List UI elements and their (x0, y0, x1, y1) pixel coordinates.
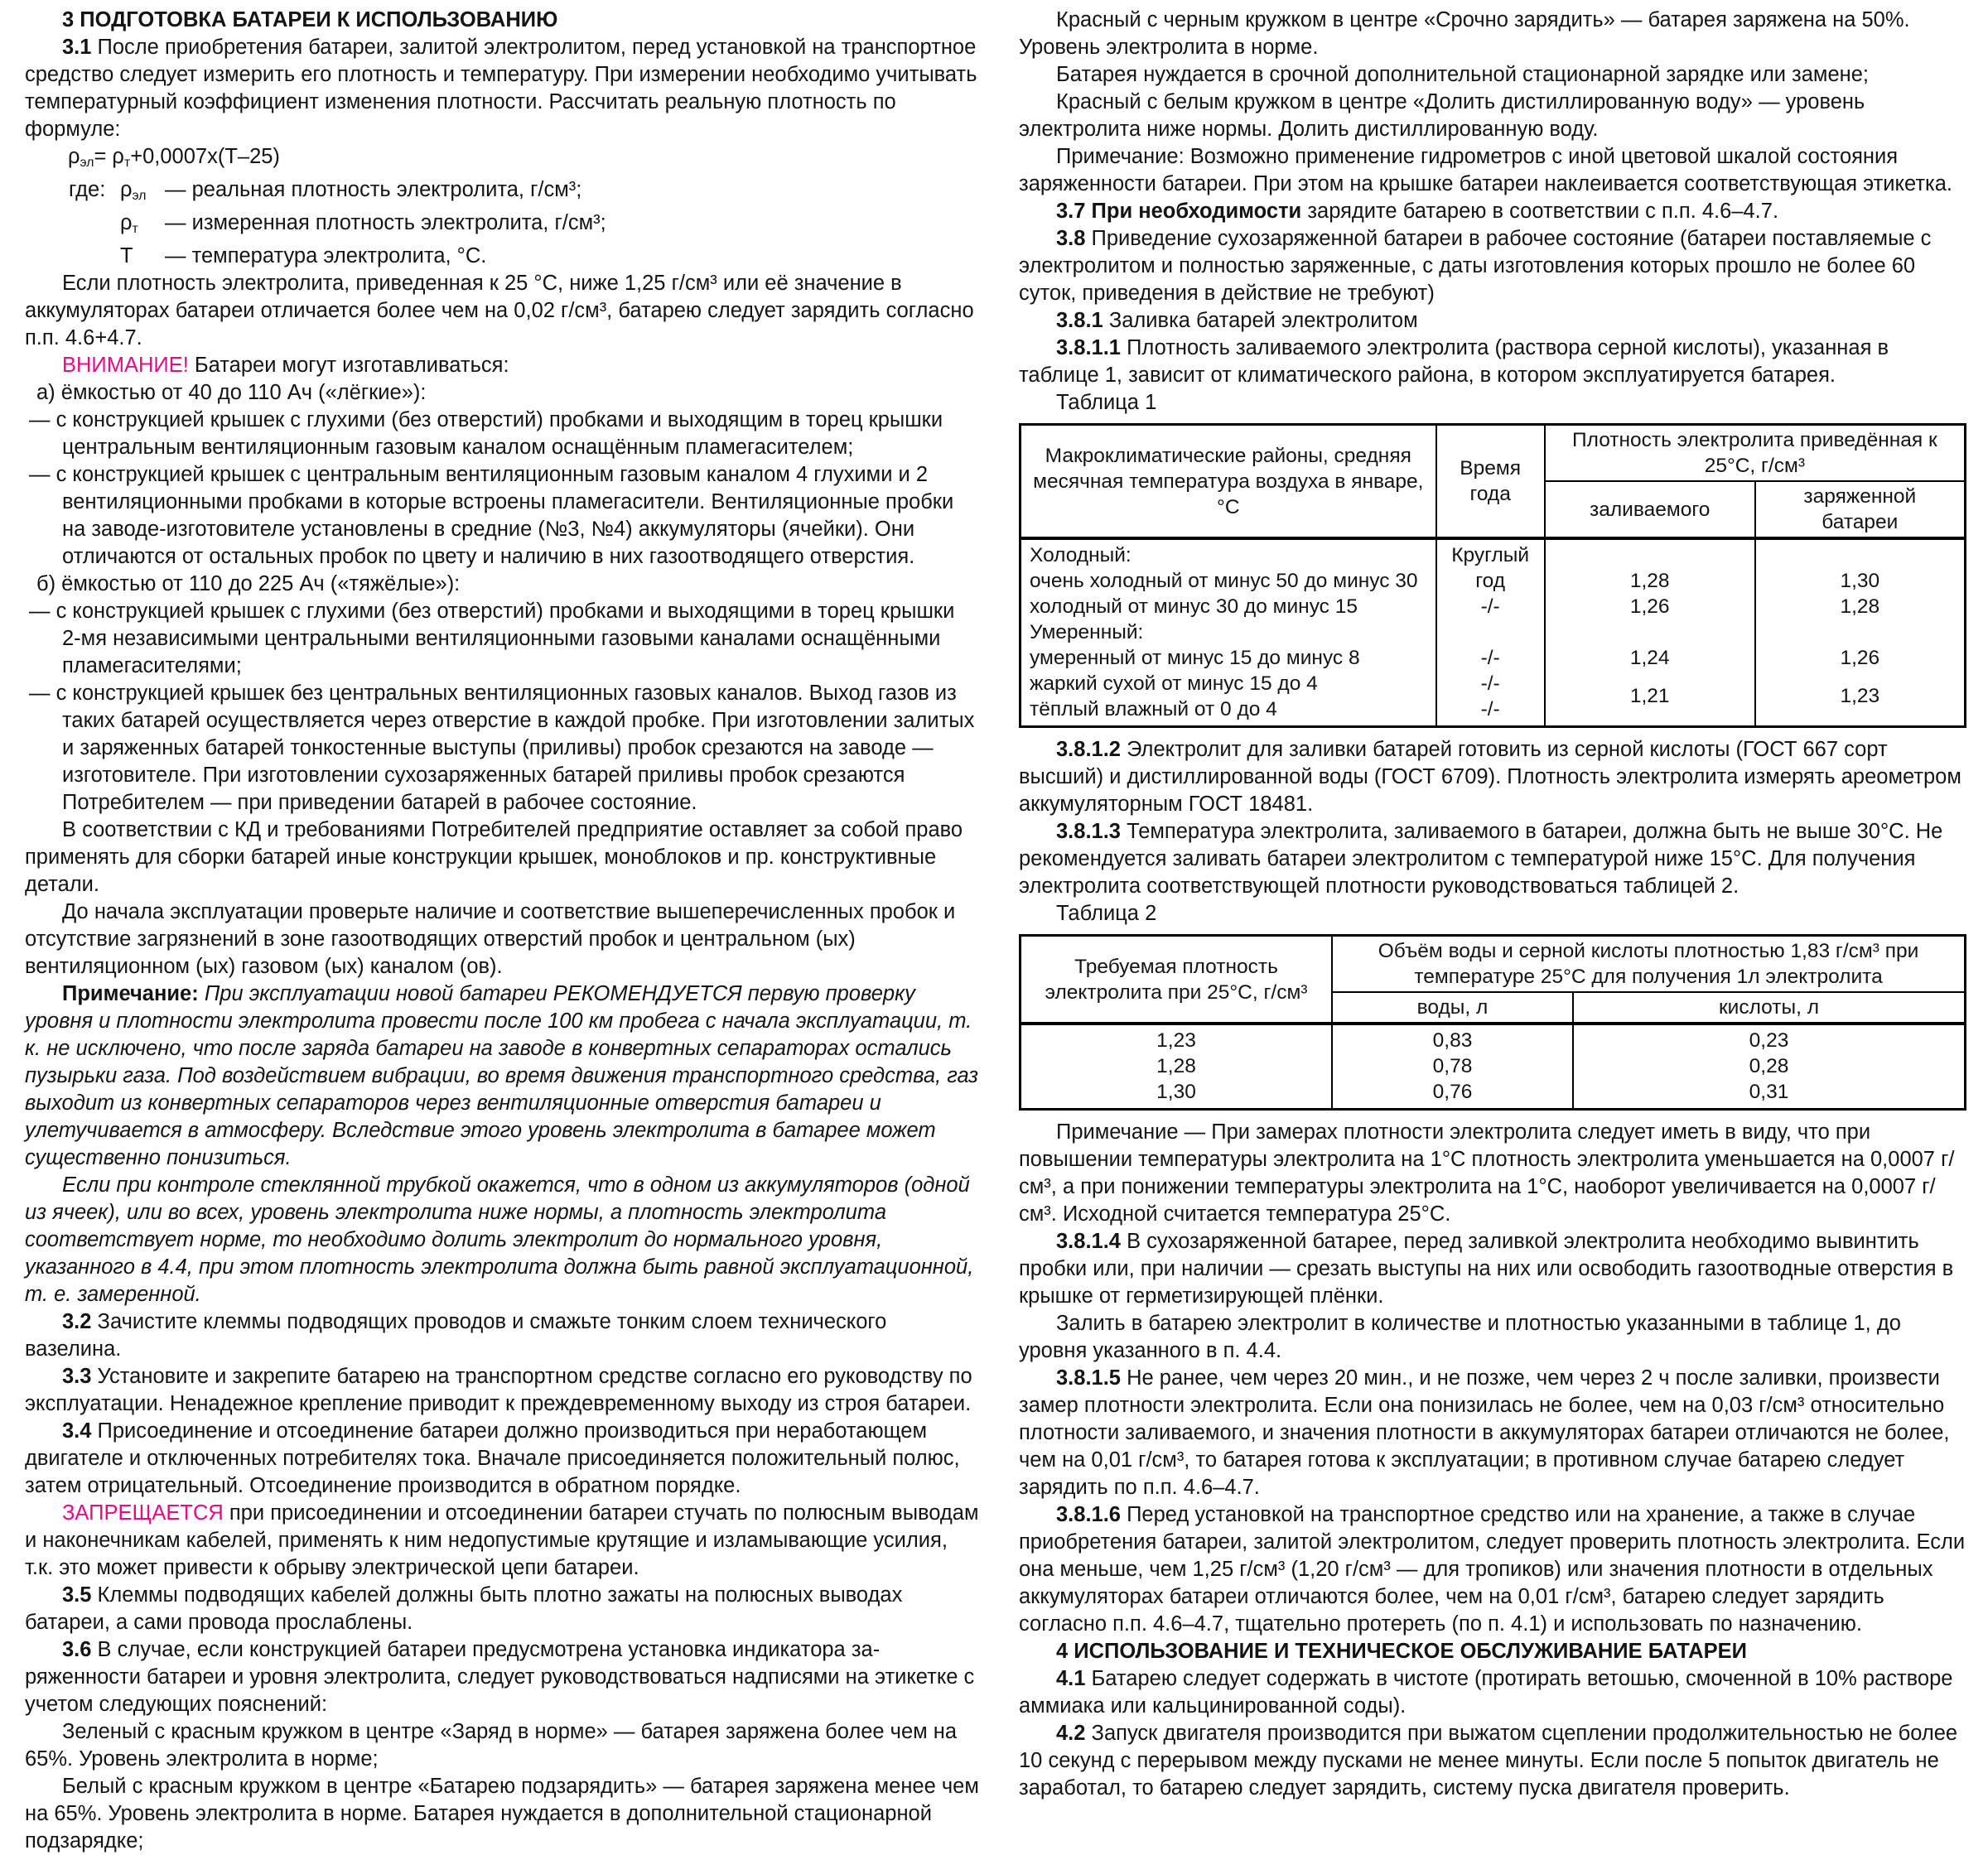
table-body-cell (1755, 538, 1966, 727)
table-line: 1,26 (1840, 647, 1880, 669)
table-subheader-cell: заливаемого (1545, 481, 1755, 538)
formula-where-label: где: (69, 177, 106, 201)
paragraph (1019, 1665, 1966, 1720)
paragraph (1019, 1720, 1966, 1802)
text-segment: — измеренная плотность электролита, г/см³; (165, 210, 606, 234)
table-line: 0,78 (1432, 1055, 1473, 1077)
table-line (1554, 542, 1746, 568)
table-line: -/- (1480, 698, 1500, 720)
text-segment: б) ёмкостью от 110 до 225 Ач («тяжёлые»): (36, 571, 461, 595)
text-segment: Примечание: (62, 981, 205, 1005)
formula (25, 143, 979, 176)
text-segment: зарядите батарею в соответствии с п.п. 4.6–4.7. (1307, 200, 1779, 223)
warning-text: ВНИМАНИЕ! (62, 353, 189, 377)
paragraph (25, 1773, 979, 1855)
text-segment: т (132, 221, 138, 236)
text-segment: — с конструкцией крышек без центральных вентиляционных газовых каналов. Выход газов из таких батарей осуществляется через отверстие в каждой пробке. При изготовлении залитых и заряженных батарей тонкостенные выступы (приливы) пробок срезаются на заводе — изготовителе. При изготовлении сухозаряженных батарей приливы пробок срезаются Потребителем — при приведении батарей в рабочее состояние. (29, 681, 975, 814)
text-segment: ρ (68, 145, 80, 168)
text-segment: — с конструкцией крышек с центральным вентиляционным газовым каналом 4 глухими и 2 вентиляционными пробками в которые встроены пламегасители. Вентиляционные пробки на заводе-изготовителе установлены в средние (№3, №4) аккумуляторы (ячейки). Они отличаются от остальных пробок по цвету и наличию в них газоотводящего отверстия. (29, 462, 954, 568)
table-line (1554, 619, 1746, 645)
formula-term (120, 243, 165, 270)
paragraph (25, 980, 979, 1172)
text-segment: +0,0007х(Т–25) (130, 145, 280, 168)
paragraph (1019, 61, 1966, 89)
paragraph (1019, 143, 1966, 198)
section-heading (25, 7, 979, 34)
paragraph (25, 270, 979, 352)
paragraph (1019, 736, 1966, 818)
paragraph (1019, 307, 1966, 335)
section-heading (1019, 1638, 1966, 1665)
text-segment: В сухозаряженной батарее, перед заливкой электролита необходимо вывинтить пробки или, при наличии — срезать выступы на них или освободить газоотводные отверстия в крышке от герметизирующей плёнки. (1019, 1230, 1954, 1308)
list-item-dash (27, 680, 979, 817)
paragraph (25, 1500, 979, 1582)
text-segment: 3.6 (62, 1637, 98, 1661)
text-segment: 3.8.1.3 (1056, 820, 1127, 843)
formula-definition (25, 176, 979, 210)
warning-text: ЗАПРЕЩАЕТСЯ (62, 1501, 224, 1525)
table-line: 0,31 (1749, 1081, 1789, 1103)
table-line: Холодный: (1030, 544, 1132, 566)
table-body-cell (1021, 538, 1436, 727)
text-segment: Присоединение и отсоединение батареи должно производиться при неработающем двигателе и отключенных потребителях тока. Вначале присоединяется положительный полюс, затем отрицательный. Отсоединение производится в обратном порядке. (25, 1419, 960, 1497)
table-line (1764, 619, 1956, 645)
table-body-cell (1021, 1024, 1333, 1110)
paragraph (25, 899, 979, 980)
list-item-letter (25, 379, 979, 407)
text-segment: 3 ПОДГОТОВКА БАТАРЕИ К ИСПОЛЬЗОВАНИЮ (62, 8, 558, 31)
text-segment: 3.1 (62, 36, 98, 59)
text-segment: — реальная плотность электролита, г/см³; (165, 177, 582, 201)
text-segment: эл (80, 155, 94, 170)
text-segment: ρ (120, 177, 133, 201)
paragraph (1019, 7, 1966, 61)
paragraph (1019, 818, 1966, 900)
table-body-cell (1545, 538, 1755, 727)
table-header-cell: Макроклиматические районы, средняя месячная температура воздуха в январе,°С (1021, 425, 1436, 539)
left-column (25, 7, 979, 1853)
table-line: 1,24 (1629, 647, 1670, 669)
text-segment: Клеммы подводящих кабелей должны быть плотно зажаты на полюсных выводах батареи, а сами провода прослаблены. (25, 1583, 903, 1634)
table-line: очень холодный от минус 50 до минус 30 (1030, 570, 1418, 592)
table-line (1445, 619, 1536, 645)
text-segment: 4.1 (1056, 1667, 1092, 1690)
text-segment: После приобретения батареи, залитой электролитом, перед установкой на транспортное средство следует измерить его плотность и температуру. При измерении необходимо учитывать температурный коэффициент изменения плотности. Рассчитать реальную плотность по формуле: (25, 36, 977, 141)
paragraph (1019, 225, 1966, 307)
paragraph (1019, 335, 1966, 389)
table-body-cell (1436, 538, 1545, 727)
text-segment: Запуск двигателя производится при выжатом сцеплении продолжительностью не более 10 секунд с перерывом между пусками не менее минуты. Если после 5 попыток двигатель не заработал, то батарею следует зарядить, систему пуска двигателя проверить. (1019, 1722, 1958, 1800)
text-segment: 3.8.1 (1056, 309, 1109, 332)
table-line: 1,26 (1629, 595, 1670, 618)
paragraph (1019, 1501, 1966, 1638)
paragraph (25, 1636, 979, 1718)
text-segment: Электролит для заливки батарей готовить из серной кислоты (ГОСТ 667 сорт высший) и дистиллированной воды (ГОСТ 6709). Плотность электролита измерять ареометром аккумуляторным ГОСТ 18481. (1019, 738, 1961, 816)
table-line: год (1475, 570, 1506, 592)
table-line: 1,30 (1840, 570, 1880, 592)
text-segment: Перед установкой на транспортное средство или на хранение, а также в случае приобретения батареи, залитой электролитом, следует проверить плотность электролита. Если она меньше, чем 1,25 г/см³ (1,20 г/см³ — для тропиков) или значения плотности в отдельных аккумуляторах батареи отличаются более, чем на 0,01 г/см³, батарею следует зарядить согласно п.п. 4.6–4.7, тщательно протереть (по п. 4.1) и использовать по назначению. (1019, 1503, 1966, 1636)
text-segment: = ρ (94, 145, 124, 168)
paragraph (25, 1718, 979, 1773)
table-header-cell: Требуемая плотность электролита при 25°С, г/см³ (1021, 936, 1333, 1024)
table-header-cell: Время года (1436, 425, 1545, 539)
table-line: Умеренный: (1030, 621, 1144, 643)
table-2 (1019, 934, 1966, 1111)
text-segment: До начала эксплуатации проверьте наличие и соответствие вышеперечисленных пробок и отсутствие загрязнений в зоне газоотводящих отверстий пробок и центральном (ых) вентиляционном (ых) газовом (ых) каналом (ов). (25, 899, 956, 978)
text-segment: Примечание — При замерах плотности электролита следует иметь в виду, что при повышении температуры электролита на 1°С плотность электролита уменьшается на 0,0007 г/см³, а при понижении температуры электролита на 1°С, наоборот увеличивается на 0,0007 г/см³. Исходной считается температура 25°С. (1019, 1120, 1955, 1226)
text-segment: Красный с белым кружком в центре «Долить дистиллированную воду» — уровень электролита ниже нормы. Долить дистиллированную воду. (1019, 90, 1865, 141)
table-subheader-cell: воды, л (1332, 992, 1573, 1024)
text-segment: Если плотность электролита, приведенная к 25 °С, ниже 1,25 г/см³ или её значение в аккумуляторах батареи отличается более чем на 0,02 г/см³, батарею следует зарядить согласно п.п. 4.6+4.7. (25, 271, 974, 349)
paragraph (25, 1172, 979, 1308)
table-line: жаркий сухой от минус 15 до 4 (1030, 672, 1318, 695)
text-segment: Белый с красным кружком в центре «Батарею подзарядить» — батарея заряжена менее чем на 65%. Уровень электролита в норме. Батарея нуждается в дополнительной стационарной подзарядке; (25, 1774, 979, 1853)
text-segment: — с конструкцией крышек с глухими (без отверстий) пробками и выходящим в торец крышки центральным вентиляционным газовым каналом оснащённым пламегасителем; (29, 407, 943, 459)
table-line: 1,30 (1156, 1081, 1196, 1103)
table-line: 0,23 (1749, 1029, 1789, 1052)
table-line: тёплый влажный от 0 до 4 (1030, 698, 1277, 720)
text-segment: 3.7 При необходимости (1056, 200, 1308, 223)
table-line: 1,23 (1156, 1029, 1196, 1052)
table-line: 1,21 (1629, 685, 1670, 708)
text-segment: Зеленый с красным кружком в центре «Заряд в норме» — батарея заряжена более чем на 65%. Уровень электролита в норме; (25, 1719, 958, 1771)
table-line: 0,76 (1432, 1081, 1473, 1103)
text-segment: Батареи могут изготавливаться: (188, 353, 509, 377)
text-segment: Таблица 2 (1056, 902, 1157, 925)
table-line: 1,28 (1156, 1055, 1196, 1077)
text-segment: Примечание: Возможно применение гидрометров с иной цветовой шкалой состояния заряженности батареи. При этом на крышке батареи наклеивается соответствующая этикетка. (1019, 145, 1952, 195)
formula-term-description (165, 243, 979, 270)
paragraph (25, 1418, 979, 1500)
text-segment: Батарея нуждается в срочной дополнительной стационарной зарядке или замене; (1056, 63, 1869, 86)
text-segment: Приведение сухозаряженной батареи в рабочее состояние (батареи поставляемые с электролитом и полностью заряженные, с даты изготовления которых прошло не более 60 суток, приведения в действие не требуют) (1019, 227, 1932, 305)
list-item-dash (27, 461, 979, 571)
formula-term-description (165, 176, 979, 210)
table-line: -/- (1480, 647, 1500, 669)
paragraph (1019, 89, 1966, 143)
text-segment: 3.5 (62, 1583, 98, 1607)
paragraph (1019, 1310, 1966, 1365)
text-segment: 3.8.1.6 (1056, 1503, 1127, 1526)
text-segment: Установите и закрепите батарею на транспортном средстве согласно его руководству по эксплуатации. Ненадежное крепление приводит к преждевременному выходу из строя батареи. (25, 1364, 972, 1415)
text-segment: 3.8 (1056, 227, 1092, 250)
text-segment: Т (120, 243, 133, 267)
text-segment: 4.2 (1056, 1722, 1092, 1745)
list-item-letter (25, 571, 979, 598)
text-segment: В случае, если конструкцией батареи предусмотрена установка индикатора за-ряженности батареи и уровня электролита, следует руководствоваться надписями на этикетке с учетом следующих пояснений: (25, 1637, 975, 1716)
table-line: -/- (1480, 595, 1500, 618)
text-segment: — температура электролита, °С. (165, 243, 487, 267)
text-segment: Батарею следует содержать в чистоте (протирать ветошью, смоченной в 10% растворе аммиака или кальцинированной соды). (1019, 1667, 1953, 1718)
paragraph (25, 34, 979, 143)
text-segment: В соответствии с КД и требованиями Потребителей предприятие оставляет за собой право применять для сборки батарей иные конструкции крышек, моноблоков и пр. конструктивные детали. (25, 817, 963, 896)
formula-definition (25, 243, 979, 270)
table-subheader-cell: заряженной батареи (1755, 481, 1966, 538)
paragraph (25, 1363, 979, 1418)
paragraph (25, 1582, 979, 1636)
table-line: 0,28 (1749, 1055, 1789, 1077)
text-segment: 3.8.1.5 (1056, 1366, 1127, 1390)
text-segment: Плотность заливаемого электролита (раствора серной кислоты), указанная в таблице 1, зависит от климатического района, в котором эксплуатируется батарея. (1019, 336, 1889, 387)
text-segment: 3.4 (62, 1419, 98, 1443)
paragraph (25, 817, 979, 899)
right-column (1019, 7, 1966, 1800)
paragraph (1019, 900, 1966, 928)
formula-term (120, 210, 165, 243)
text-segment: Красный с черным кружком в центре «Срочно зарядить» — батарея заряжена на 50%. Уровень электролита в норме. (1019, 8, 1910, 59)
text-segment: Залить в батарею электролит в количестве и плотностью указанными в таблице 1, до уровня указанного в п. 4.4. (1019, 1312, 1901, 1362)
formula-where-label (69, 243, 120, 270)
text-segment: 3.8.1.4 (1056, 1230, 1127, 1253)
text-segment: При эксплуатации новой батареи РЕКОМЕНДУЕТСЯ первую проверку уровня и плотности электролита провести после 100 км пробега с начала эксплуатации, т. к. не исключено, что после заряда батареи на заводе в конвертных сепараторах остались пузырьки газа. Под воздействием вибрации, во время движения транспортного средства, газ выходит из конвертных сепараторов через вентиляционные отверстия батареи и улетучивается в атмосферу. Вследствие этого уровень электролита в батарее может существенно понизиться. (25, 981, 979, 1169)
table-1 (1019, 423, 1966, 728)
paragraph (1019, 389, 1966, 417)
table-subheader-cell: кислоты, л (1573, 992, 1966, 1024)
paragraph (25, 352, 979, 379)
text-segment: 4 ИСПОЛЬЗОВАНИЕ И ТЕХНИЧЕСКОЕ ОБСЛУЖИВАНИЕ БАТАРЕИ (1056, 1640, 1747, 1663)
text-segment: Не ранее, чем через 20 мин., и не позже, чем через 2 ч после заливки, произвести замер плотности электролита. Если она понизилась не более, чем на 0,03 г/см³ относительно плотности заливаемого, и значения плотности в аккумуляторах батареи отличаются не более, чем на 0,01 г/см³, то батарея готова к эксплуатации; в противном случае батарею следует зарядить по п.п. 4.6–4.7. (1019, 1366, 1950, 1499)
formula-definition (25, 210, 979, 243)
text-segment: ρ (120, 210, 133, 234)
table-line: 1,28 (1840, 595, 1880, 618)
text-segment: — с конструкцией крышек с глухими (без отверстий) пробками и выходящими в торец крышки 2-мя независимыми центральными вентиляционными газовыми каналами оснащёнными пламегасителями; (29, 599, 955, 677)
list-item-dash (27, 407, 979, 461)
paragraph (1019, 1228, 1966, 1310)
table-line: 1,28 (1629, 570, 1670, 592)
text-segment: при присоединении и отсоединении батареи стучать по полюсным выводам и наконечникам кабелей, применять к ним недопустимые крутящие и изламывающие усилия, т.к. это может привести к обрыву электрической цепи батареи. (25, 1501, 979, 1579)
paragraph (25, 1308, 979, 1363)
paragraph (1019, 1119, 1966, 1228)
table-body-cell (1573, 1024, 1966, 1110)
table-line: умеренный от минус 15 до минус 8 (1030, 647, 1360, 669)
table-line: 1,23 (1840, 685, 1880, 708)
table-body-cell (1332, 1024, 1573, 1110)
list-item-dash (27, 598, 979, 680)
text-segment: т (123, 155, 131, 170)
table-line: 0,83 (1432, 1029, 1473, 1052)
formula-where-label (69, 210, 120, 243)
table-line: -/- (1480, 672, 1500, 695)
paragraph (1019, 1365, 1966, 1501)
text-segment: Температура электролита, заливаемого в батареи, должна быть не выше 30°С. Не рекомендуется заливать батареи электролитом с температурой ниже 15°С. Для получения электролита соответствующей плотности руководствоваться таблицей 2. (1019, 820, 1943, 898)
text-segment: 3.8.1.2 (1056, 738, 1127, 761)
table-line: холодный от минус 30 до минус 15 (1030, 595, 1358, 618)
text-segment: 3.8.1.1 (1056, 336, 1127, 359)
table-line: Круглый (1451, 544, 1530, 566)
text-segment: Если при контроле стеклянной трубкой окажется, что в одном из аккумуляторов (одной из ячеек), или во всех, уровень электролита ниже нормы, а плотность электролита соответствует норме, то необходимо долить электролит до нормального уровня, указанного в 4.4, при этом плотность электролита должна быть равной эксплуатационной, т. е. замеренной. (25, 1173, 974, 1306)
text-segment: Зачистите клеммы подводящих проводов и смажьте тонким слоем технического вазелина. (25, 1309, 887, 1361)
text-segment: Таблица 1 (1056, 391, 1157, 414)
text-segment: эл (132, 188, 147, 203)
paragraph (1019, 198, 1966, 225)
text-segment: а) ёмкостью от 40 до 110 Ач («лёгкие»): (36, 380, 427, 404)
table-line (1764, 542, 1956, 568)
text-segment: 3.3 (62, 1364, 98, 1388)
table-group-header-cell: Плотность электролита приведённая к 25°С, г/см³ (1545, 425, 1966, 482)
formula-term (120, 176, 165, 210)
text-segment: Заливка батарей электролитом (1108, 309, 1418, 332)
text-segment: 3.2 (62, 1309, 98, 1333)
table-group-header-cell: Объём воды и серной кислоты плотностью 1,83 г/см³ при температуре 25°С для получения 1л электролита (1332, 936, 1965, 993)
formula-term-description (165, 210, 979, 243)
